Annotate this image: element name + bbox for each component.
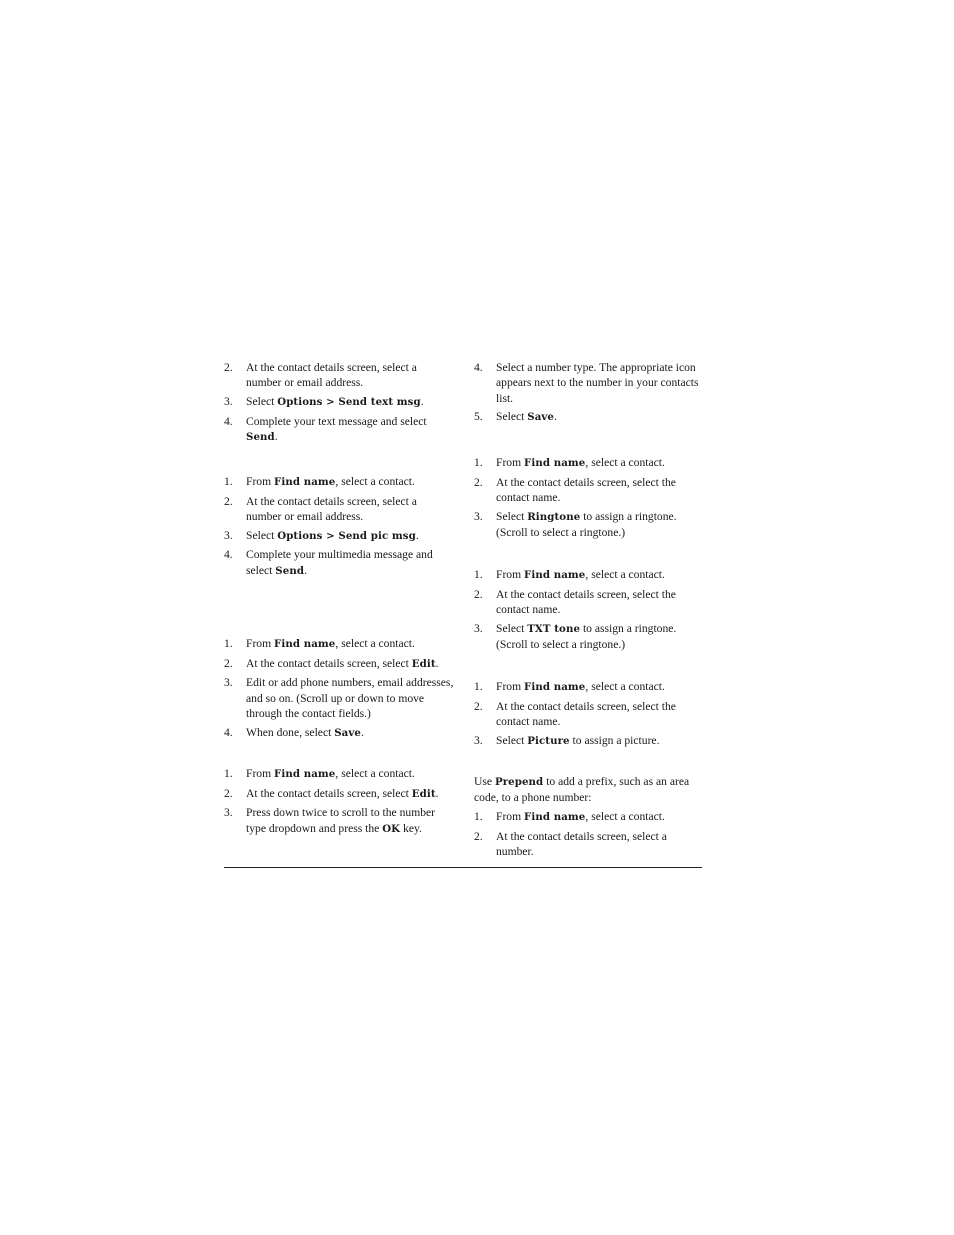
list-item: 2. At the contact details screen, select Edit.	[224, 786, 439, 800]
send-picture-message-steps	[224, 474, 454, 582]
list-item: 1. From Find name, select a contact.	[474, 568, 665, 581]
list-item: 3. Select Options > Send text msg.	[224, 395, 424, 408]
list-item: 3. Select Ringtone to assign a ringtone. (Scroll to select a ringtone.)	[474, 509, 677, 539]
list-item: 4. When done, select Save.	[224, 725, 364, 739]
number-type-steps	[224, 766, 454, 840]
list-item: 1. From Find name, select a contact.	[224, 475, 415, 488]
send-text-message-steps	[224, 360, 454, 449]
list-item: 1. From Find name, select a contact.	[474, 456, 665, 469]
list-item: 2. At the contact details screen, select the contact name.	[474, 475, 676, 504]
text-tone-steps	[474, 567, 704, 656]
list-item: 2. At the contact details screen, select a number.	[474, 829, 667, 858]
list-item: 4. Complete your multimedia message and select Send.	[224, 548, 433, 577]
prepend-steps	[474, 774, 704, 863]
list-item: 2. At the contact details screen, select a number or email address.	[224, 361, 417, 390]
list-item: 2. At the contact details screen, select the contact name.	[474, 699, 676, 728]
list-item: 4. Select a number type. The appropriate icon appears next to the number in your contacts list.	[474, 361, 699, 405]
number-type-steps-continued	[474, 360, 704, 429]
footer-rule	[224, 867, 702, 868]
edit-contact-steps	[224, 636, 454, 744]
list-item: 5. Select Save.	[474, 410, 557, 424]
prepend-intro: Use Prepend to add a prefix, such as an area code, to a phone number:	[474, 775, 690, 805]
list-item: 1. From Find name, select a contact.	[224, 637, 415, 650]
list-item: 3. Select TXT tone to assign a ringtone. (Scroll to select a ringtone.)	[474, 621, 677, 651]
list-item: 2. At the contact details screen, select a number or email address.	[224, 494, 417, 523]
list-item: 3. Press down twice to scroll to the number type dropdown and press the OK key.	[224, 806, 436, 835]
list-item: 3. Edit or add phone numbers, email addresses, and so on. (Scroll up or down to move through the contact fields.)	[224, 676, 454, 720]
list-item: 1. From Find name, select a contact.	[474, 810, 665, 823]
list-item: 4. Complete your text message and select Send.	[224, 414, 427, 443]
list-item: 3. Select Picture to assign a picture.	[474, 733, 660, 747]
list-item: 1. From Find name, select a contact.	[224, 767, 415, 780]
picture-steps	[474, 679, 704, 752]
list-item: 3. Select Options > Send pic msg.	[224, 528, 419, 542]
list-item: 1. From Find name, select a contact.	[474, 680, 665, 693]
list-item: 2. At the contact details screen, select the contact name.	[474, 587, 676, 616]
ringtone-steps	[474, 455, 704, 544]
list-item: 2. At the contact details screen, select Edit.	[224, 656, 439, 670]
